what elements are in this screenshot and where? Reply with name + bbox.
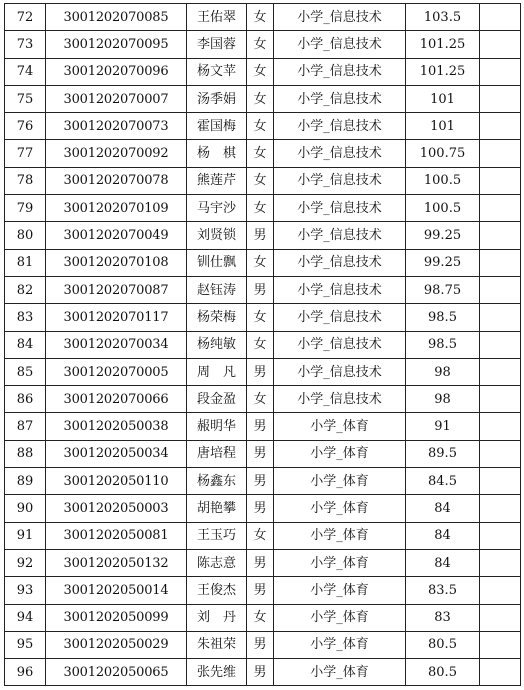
blank-cell xyxy=(480,549,521,576)
score-cell: 80.5 xyxy=(406,659,480,686)
gender-cell: 女 xyxy=(247,58,274,85)
score-cell: 84 xyxy=(406,549,480,576)
score-cell: 101 xyxy=(406,113,480,140)
score-cell: 84 xyxy=(406,495,480,522)
blank-cell xyxy=(480,140,521,167)
score-cell: 91 xyxy=(406,413,480,440)
score-cell: 100.75 xyxy=(406,140,480,167)
exam-id-cell: 3001202070066 xyxy=(46,386,187,413)
subject-cell: 小学_体育 xyxy=(274,495,406,522)
score-cell: 101 xyxy=(406,85,480,112)
candidate-name-cell: 赧明华 xyxy=(187,413,247,440)
table-row xyxy=(5,549,521,576)
blank-cell xyxy=(480,495,521,522)
candidate-name-cell: 朱祖荣 xyxy=(187,631,247,658)
row-number-cell: 87 xyxy=(5,413,46,440)
subject-cell: 小学_体育 xyxy=(274,659,406,686)
row-number-cell: 86 xyxy=(5,386,46,413)
blank-cell xyxy=(480,58,521,85)
score-cell: 80.5 xyxy=(406,631,480,658)
exam-id-cell: 3001202050034 xyxy=(46,440,187,467)
table-row xyxy=(5,140,521,167)
candidate-name-cell: 杨纯敏 xyxy=(187,331,247,358)
candidate-name-cell: 刘 丹 xyxy=(187,604,247,631)
row-number-cell: 84 xyxy=(5,331,46,358)
gender-cell: 女 xyxy=(247,249,274,276)
score-cell: 98 xyxy=(406,386,480,413)
blank-cell xyxy=(480,31,521,58)
subject-cell: 小学_信息技术 xyxy=(274,195,406,222)
blank-cell xyxy=(480,604,521,631)
row-number-cell: 83 xyxy=(5,304,46,331)
gender-cell: 女 xyxy=(247,331,274,358)
subject-cell: 小学_体育 xyxy=(274,413,406,440)
table-row xyxy=(5,85,521,112)
exam-id-cell: 3001202070117 xyxy=(46,304,187,331)
candidate-name-cell: 胡艳攀 xyxy=(187,495,247,522)
gender-cell: 男 xyxy=(247,276,274,303)
candidate-name-cell: 杨鑫东 xyxy=(187,468,247,495)
score-cell: 83.5 xyxy=(406,577,480,604)
candidate-name-cell: 赵钰涛 xyxy=(187,276,247,303)
candidate-name-cell: 张先维 xyxy=(187,659,247,686)
gender-cell: 女 xyxy=(247,167,274,194)
candidate-name-cell: 段金盈 xyxy=(187,386,247,413)
score-cell: 99.25 xyxy=(406,222,480,249)
candidate-name-cell: 熊莲芹 xyxy=(187,167,247,194)
subject-cell: 小学_信息技术 xyxy=(274,358,406,385)
candidate-name-cell: 马宇沙 xyxy=(187,195,247,222)
row-number-cell: 88 xyxy=(5,440,46,467)
gender-cell: 男 xyxy=(247,468,274,495)
exam-id-cell: 3001202070095 xyxy=(46,31,187,58)
subject-cell: 小学_体育 xyxy=(274,577,406,604)
blank-cell xyxy=(480,577,521,604)
blank-cell xyxy=(480,113,521,140)
table-row xyxy=(5,58,521,85)
table-body xyxy=(5,4,521,686)
gender-cell: 男 xyxy=(247,577,274,604)
subject-cell: 小学_体育 xyxy=(274,549,406,576)
candidate-name-cell: 王俊杰 xyxy=(187,577,247,604)
score-cell: 101.25 xyxy=(406,31,480,58)
blank-cell xyxy=(480,195,521,222)
exam-id-cell: 3001202070108 xyxy=(46,249,187,276)
subject-cell: 小学_体育 xyxy=(274,468,406,495)
blank-cell xyxy=(480,413,521,440)
table-row xyxy=(5,468,521,495)
candidate-name-cell: 杨 棋 xyxy=(187,140,247,167)
row-number-cell: 94 xyxy=(5,604,46,631)
exam-id-cell: 3001202050081 xyxy=(46,522,187,549)
row-number-cell: 85 xyxy=(5,358,46,385)
blank-cell xyxy=(480,331,521,358)
subject-cell: 小学_体育 xyxy=(274,604,406,631)
blank-cell xyxy=(480,631,521,658)
candidate-name-cell: 霍国梅 xyxy=(187,113,247,140)
row-number-cell: 96 xyxy=(5,659,46,686)
subject-cell: 小学_信息技术 xyxy=(274,249,406,276)
table-row xyxy=(5,113,521,140)
candidate-name-cell: 汤季娟 xyxy=(187,85,247,112)
row-number-cell: 95 xyxy=(5,631,46,658)
row-number-cell: 90 xyxy=(5,495,46,522)
score-cell: 103.5 xyxy=(406,4,480,31)
blank-cell xyxy=(480,659,521,686)
subject-cell: 小学_信息技术 xyxy=(274,167,406,194)
score-cell: 98.75 xyxy=(406,276,480,303)
table-row xyxy=(5,331,521,358)
blank-cell xyxy=(480,522,521,549)
table-row xyxy=(5,167,521,194)
exam-id-cell: 3001202070034 xyxy=(46,331,187,358)
exam-id-cell: 3001202070078 xyxy=(46,167,187,194)
candidate-name-cell: 周 凡 xyxy=(187,358,247,385)
table-row xyxy=(5,631,521,658)
exam-id-cell: 3001202050099 xyxy=(46,604,187,631)
row-number-cell: 77 xyxy=(5,140,46,167)
subject-cell: 小学_体育 xyxy=(274,631,406,658)
table-row xyxy=(5,304,521,331)
table-row xyxy=(5,577,521,604)
row-number-cell: 89 xyxy=(5,468,46,495)
table-row xyxy=(5,4,521,31)
table-row xyxy=(5,358,521,385)
row-number-cell: 78 xyxy=(5,167,46,194)
subject-cell: 小学_信息技术 xyxy=(274,58,406,85)
score-cell: 100.5 xyxy=(406,195,480,222)
score-cell: 98.5 xyxy=(406,304,480,331)
candidate-name-cell: 李国蓉 xyxy=(187,31,247,58)
gender-cell: 男 xyxy=(247,440,274,467)
candidate-name-cell: 唐培程 xyxy=(187,440,247,467)
gender-cell: 男 xyxy=(247,222,274,249)
row-number-cell: 74 xyxy=(5,58,46,85)
subject-cell: 小学_信息技术 xyxy=(274,4,406,31)
blank-cell xyxy=(480,358,521,385)
score-cell: 89.5 xyxy=(406,440,480,467)
candidate-name-cell: 王佑翠 xyxy=(187,4,247,31)
score-cell: 83 xyxy=(406,604,480,631)
gender-cell: 女 xyxy=(247,31,274,58)
row-number-cell: 76 xyxy=(5,113,46,140)
row-number-cell: 91 xyxy=(5,522,46,549)
exam-id-cell: 3001202070085 xyxy=(46,4,187,31)
subject-cell: 小学_信息技术 xyxy=(274,31,406,58)
row-number-cell: 72 xyxy=(5,4,46,31)
candidate-score-table xyxy=(4,3,521,686)
subject-cell: 小学_信息技术 xyxy=(274,386,406,413)
gender-cell: 男 xyxy=(247,659,274,686)
gender-cell: 女 xyxy=(247,386,274,413)
gender-cell: 女 xyxy=(247,85,274,112)
table-row xyxy=(5,659,521,686)
exam-id-cell: 3001202050029 xyxy=(46,631,187,658)
subject-cell: 小学_信息技术 xyxy=(274,113,406,140)
table-row xyxy=(5,440,521,467)
table-row xyxy=(5,195,521,222)
row-number-cell: 80 xyxy=(5,222,46,249)
table-row xyxy=(5,522,521,549)
exam-id-cell: 3001202070005 xyxy=(46,358,187,385)
table-row xyxy=(5,495,521,522)
exam-id-cell: 3001202070087 xyxy=(46,276,187,303)
blank-cell xyxy=(480,468,521,495)
gender-cell: 女 xyxy=(247,604,274,631)
table-row xyxy=(5,31,521,58)
table-row xyxy=(5,604,521,631)
blank-cell xyxy=(480,276,521,303)
subject-cell: 小学_体育 xyxy=(274,440,406,467)
exam-id-cell: 3001202050065 xyxy=(46,659,187,686)
gender-cell: 男 xyxy=(247,631,274,658)
gender-cell: 女 xyxy=(247,113,274,140)
candidate-name-cell: 王玉巧 xyxy=(187,522,247,549)
subject-cell: 小学_信息技术 xyxy=(274,85,406,112)
blank-cell xyxy=(480,386,521,413)
exam-id-cell: 3001202070092 xyxy=(46,140,187,167)
score-cell: 98.5 xyxy=(406,331,480,358)
score-cell: 84 xyxy=(406,522,480,549)
table-row xyxy=(5,222,521,249)
score-cell: 99.25 xyxy=(406,249,480,276)
exam-id-cell: 3001202070096 xyxy=(46,58,187,85)
gender-cell: 女 xyxy=(247,522,274,549)
row-number-cell: 81 xyxy=(5,249,46,276)
gender-cell: 女 xyxy=(247,4,274,31)
subject-cell: 小学_信息技术 xyxy=(274,276,406,303)
exam-id-cell: 3001202050014 xyxy=(46,577,187,604)
table-row xyxy=(5,386,521,413)
row-number-cell: 75 xyxy=(5,85,46,112)
row-number-cell: 93 xyxy=(5,577,46,604)
blank-cell xyxy=(480,222,521,249)
subject-cell: 小学_信息技术 xyxy=(274,304,406,331)
exam-id-cell: 3001202070007 xyxy=(46,85,187,112)
candidate-name-cell: 杨荣梅 xyxy=(187,304,247,331)
row-number-cell: 73 xyxy=(5,31,46,58)
score-cell: 84.5 xyxy=(406,468,480,495)
table-row xyxy=(5,276,521,303)
subject-cell: 小学_信息技术 xyxy=(274,331,406,358)
blank-cell xyxy=(480,167,521,194)
score-cell: 98 xyxy=(406,358,480,385)
blank-cell xyxy=(480,4,521,31)
gender-cell: 男 xyxy=(247,413,274,440)
gender-cell: 女 xyxy=(247,195,274,222)
candidate-name-cell: 钏仕飘 xyxy=(187,249,247,276)
exam-id-cell: 3001202050110 xyxy=(46,468,187,495)
candidate-name-cell: 陈志意 xyxy=(187,549,247,576)
subject-cell: 小学_信息技术 xyxy=(274,140,406,167)
row-number-cell: 92 xyxy=(5,549,46,576)
table-row xyxy=(5,249,521,276)
subject-cell: 小学_体育 xyxy=(274,522,406,549)
exam-id-cell: 3001202070109 xyxy=(46,195,187,222)
subject-cell: 小学_信息技术 xyxy=(274,222,406,249)
row-number-cell: 82 xyxy=(5,276,46,303)
candidate-name-cell: 杨文苹 xyxy=(187,58,247,85)
gender-cell: 男 xyxy=(247,358,274,385)
gender-cell: 女 xyxy=(247,304,274,331)
score-cell: 101.25 xyxy=(406,58,480,85)
score-cell: 100.5 xyxy=(406,167,480,194)
exam-id-cell: 3001202070049 xyxy=(46,222,187,249)
blank-cell xyxy=(480,304,521,331)
exam-id-cell: 3001202070073 xyxy=(46,113,187,140)
table-row xyxy=(5,413,521,440)
exam-id-cell: 3001202050003 xyxy=(46,495,187,522)
blank-cell xyxy=(480,440,521,467)
blank-cell xyxy=(480,85,521,112)
gender-cell: 男 xyxy=(247,495,274,522)
blank-cell xyxy=(480,249,521,276)
gender-cell: 女 xyxy=(247,140,274,167)
exam-id-cell: 3001202050132 xyxy=(46,549,187,576)
gender-cell: 男 xyxy=(247,549,274,576)
candidate-name-cell: 刘贤锁 xyxy=(187,222,247,249)
exam-id-cell: 3001202050038 xyxy=(46,413,187,440)
row-number-cell: 79 xyxy=(5,195,46,222)
